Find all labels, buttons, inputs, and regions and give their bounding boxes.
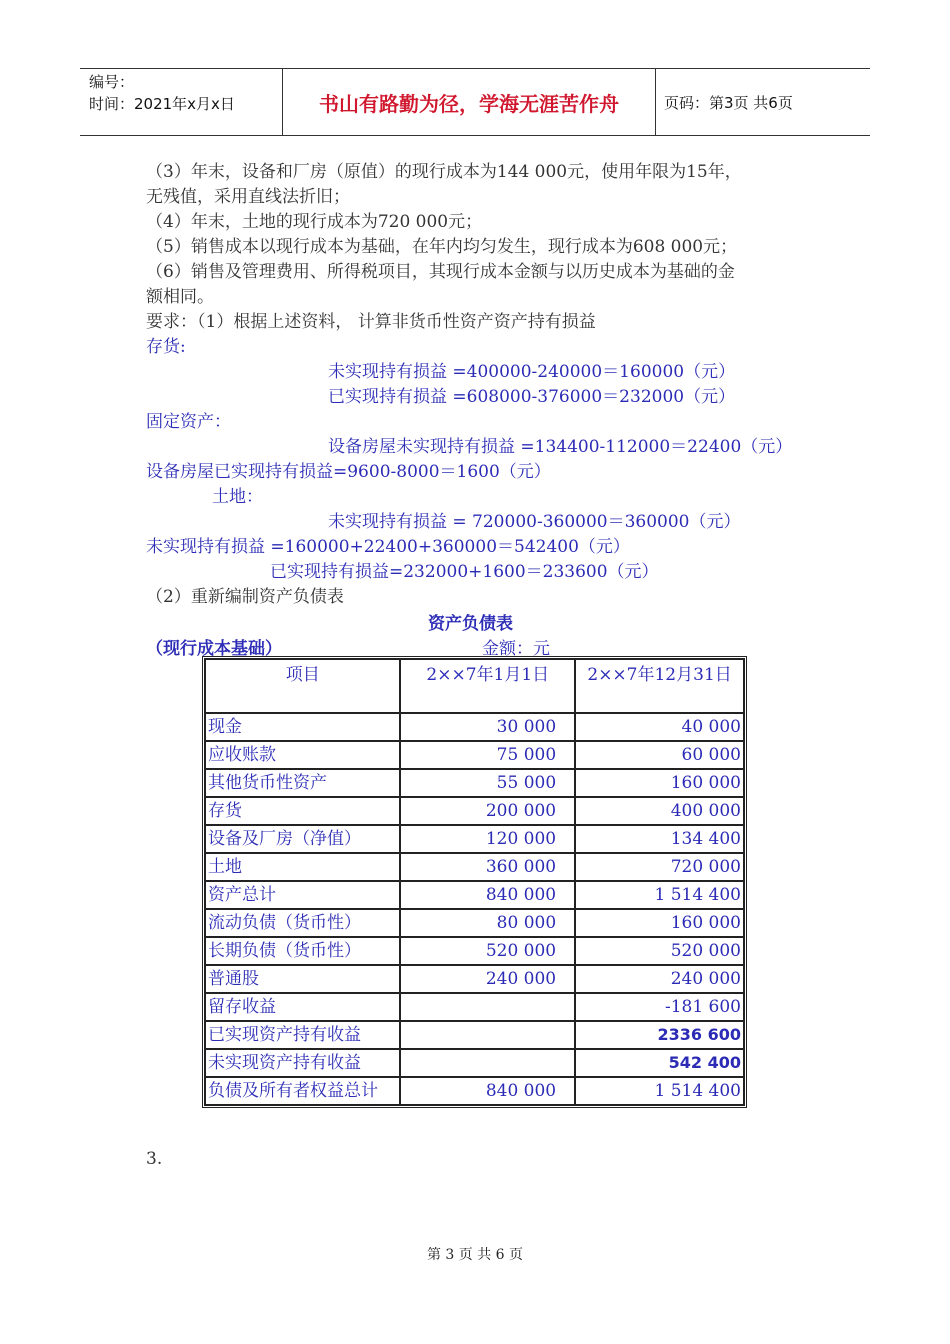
row-jan1-value <box>400 993 575 1021</box>
header-meta <box>80 69 282 135</box>
row-jan1-value: 840 000 <box>400 1077 575 1105</box>
row-label: 留存收益 <box>205 993 400 1021</box>
row-jan1-value: 55 000 <box>400 769 575 797</box>
row-label: 负债及所有者权益总计 <box>205 1077 400 1105</box>
table-row <box>205 1049 744 1077</box>
land-label: 土地： <box>212 487 263 507</box>
row-jan1-value <box>400 1049 575 1077</box>
fixed-assets-label: 固定资产： <box>146 412 231 432</box>
table-unit: 金额：元 <box>482 639 550 659</box>
row-jan1-value: 80 000 <box>400 909 575 937</box>
row-label: 普通股 <box>205 965 400 993</box>
row-jan1-value: 840 000 <box>400 881 575 909</box>
table-row <box>205 769 744 797</box>
table-header-row <box>205 659 744 713</box>
requirement-line: 要求：（1）根据上述资料， 计算非货币性资产资产持有损益 <box>146 312 596 332</box>
row-dec31-value: 160 000 <box>575 769 744 797</box>
header-page-info: 页码：第3页 共6页 <box>664 93 793 112</box>
body-line-3: （4）年末，土地的现行成本为720 000元； <box>146 212 483 232</box>
header-dec31: 2××7年12月31日 <box>575 659 744 713</box>
row-dec31-value: 40 000 <box>575 713 744 741</box>
row-dec31-value: 720 000 <box>575 853 744 881</box>
header-motto: 书山有路勤为径，学海无涯苦作舟 <box>282 69 656 135</box>
section-3-marker: 3. <box>146 1149 163 1169</box>
table-title: 资产负债表 <box>428 614 513 634</box>
row-label: 资产总计 <box>205 881 400 909</box>
row-dec31-value: 60 000 <box>575 741 744 769</box>
row-jan1-value: 520 000 <box>400 937 575 965</box>
land-unrealized: 未实现持有损益 = 720000-360000＝360000（元） <box>328 512 741 532</box>
table-basis: （现行成本基础） <box>146 639 282 659</box>
row-dec31-value: 240 000 <box>575 965 744 993</box>
header-jan1: 2××7年1月1日 <box>400 659 575 713</box>
fixed-realized: 设备房屋已实现持有损益=9600-8000＝1600（元） <box>146 462 551 482</box>
row-label: 其他货币性资产 <box>205 769 400 797</box>
row-jan1-value: 30 000 <box>400 713 575 741</box>
inventory-label: 存货: <box>146 337 186 357</box>
step-2-line: （2）重新编制资产负债表 <box>146 587 344 607</box>
table-row <box>205 1021 744 1049</box>
table-row <box>205 993 744 1021</box>
row-label: 存货 <box>205 797 400 825</box>
table-row <box>205 853 744 881</box>
body-line-1: （3）年末，设备和厂房（原值）的现行成本为144 000元，使用年限为15年， <box>146 162 742 182</box>
row-dec31-value: 520 000 <box>575 937 744 965</box>
table-row <box>205 881 744 909</box>
body-line-5: （6）销售及管理费用、所得税项目，其现行成本金额与以历史成本为基础的金 <box>146 262 735 282</box>
table-row <box>205 909 744 937</box>
row-dec31-value: 2336 600 <box>575 1021 744 1049</box>
row-label: 长期负债（货币性） <box>205 937 400 965</box>
body-line-6: 额相同。 <box>146 287 214 307</box>
inventory-unrealized: 未实现持有损益 =400000-240000＝160000（元） <box>328 362 736 382</box>
row-label: 流动负债（货币性） <box>205 909 400 937</box>
row-label: 未实现资产持有收益 <box>205 1049 400 1077</box>
table-row <box>205 1077 744 1105</box>
table-row <box>205 741 744 769</box>
total-unrealized: 未实现持有损益 =160000+22400+360000＝542400（元） <box>146 537 630 557</box>
date-label: 时间：2021年x月x日 <box>89 95 235 113</box>
table-row <box>205 713 744 741</box>
table-row <box>205 965 744 993</box>
serial-label: 编号： <box>89 73 135 91</box>
row-label: 设备及厂房（净值） <box>205 825 400 853</box>
row-jan1-value <box>400 1021 575 1049</box>
row-jan1-value: 75 000 <box>400 741 575 769</box>
row-dec31-value: 1 514 400 <box>575 881 744 909</box>
row-jan1-value: 240 000 <box>400 965 575 993</box>
row-dec31-value: 400 000 <box>575 797 744 825</box>
page-header <box>80 68 870 136</box>
fixed-unrealized: 设备房屋未实现持有损益 =134400-112000＝22400（元） <box>328 437 793 457</box>
row-jan1-value: 360 000 <box>400 853 575 881</box>
header-item: 项目 <box>205 659 400 713</box>
table-row <box>205 797 744 825</box>
row-dec31-value: -181 600 <box>575 993 744 1021</box>
row-label: 土地 <box>205 853 400 881</box>
row-dec31-value: 134 400 <box>575 825 744 853</box>
inventory-realized: 已实现持有损益 =608000-376000＝232000（元） <box>328 387 736 407</box>
table-row <box>205 825 744 853</box>
row-label: 应收账款 <box>205 741 400 769</box>
body-line-2: 无残值，采用直线法折旧； <box>146 187 350 207</box>
row-dec31-value: 160 000 <box>575 909 744 937</box>
total-realized: 已实现持有损益=232000+1600＝233600（元） <box>270 562 659 582</box>
row-jan1-value: 120 000 <box>400 825 575 853</box>
row-label: 现金 <box>205 713 400 741</box>
page-footer: 第 3 页 共 6 页 <box>426 1247 524 1263</box>
balance-sheet-table <box>202 656 747 1108</box>
row-label: 已实现资产持有收益 <box>205 1021 400 1049</box>
table-row <box>205 937 744 965</box>
body-line-4: （5）销售成本以现行成本为基础，在年内均匀发生，现行成本为608 000元； <box>146 237 738 257</box>
row-dec31-value: 542 400 <box>575 1049 744 1077</box>
row-dec31-value: 1 514 400 <box>575 1077 744 1105</box>
row-jan1-value: 200 000 <box>400 797 575 825</box>
